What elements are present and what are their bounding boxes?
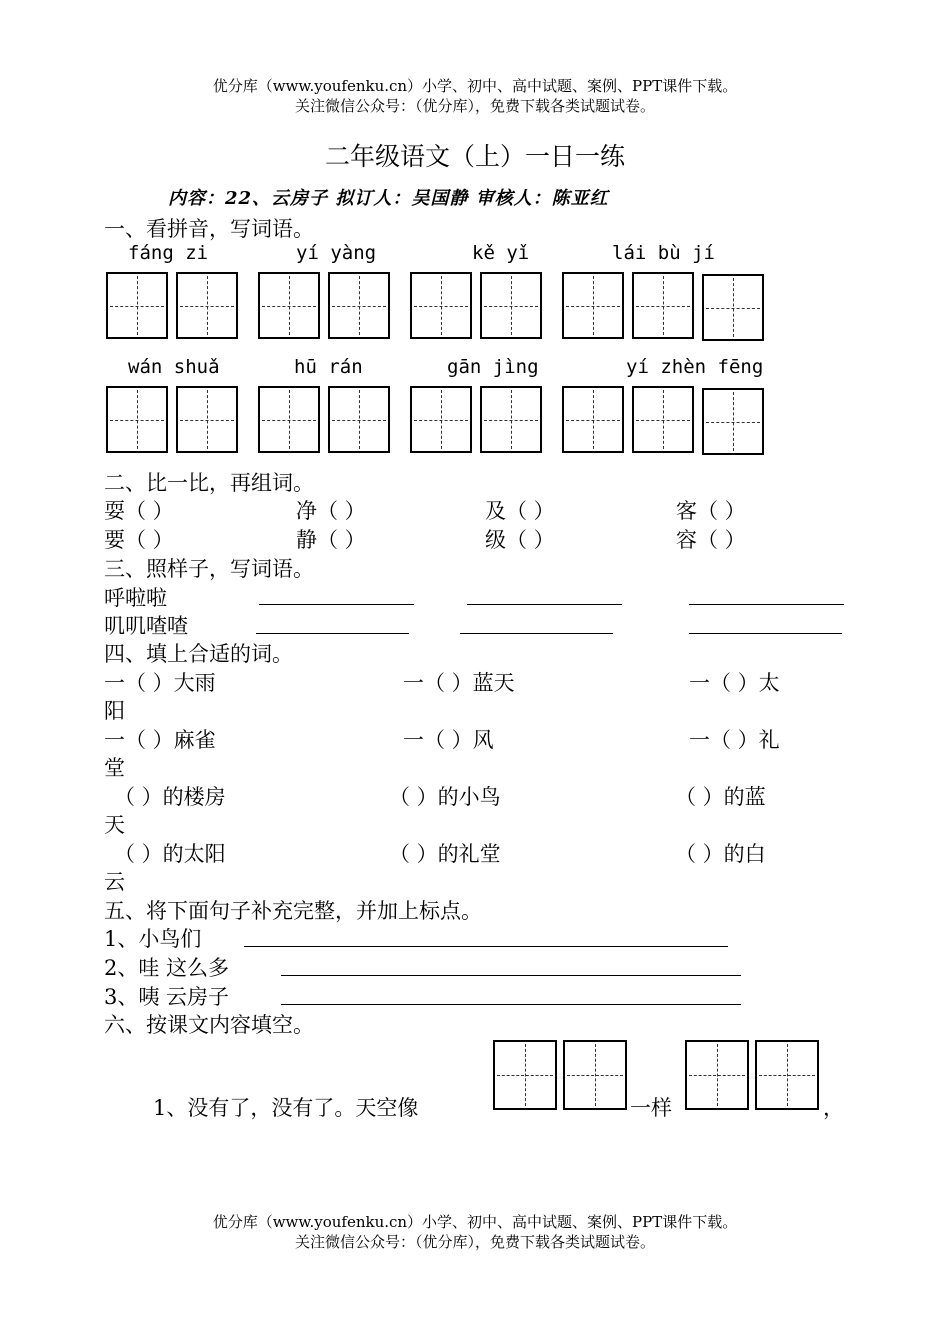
compare-item: 客（ ） — [676, 499, 746, 523]
compare-item: 及（ ） — [485, 499, 555, 523]
answer-line[interactable] — [467, 604, 622, 605]
fill-item: 一（ ）麻雀 — [104, 728, 216, 752]
fill-item: 一（ ）礼 — [689, 728, 780, 752]
fill-wrap: 堂 — [104, 756, 125, 780]
fill-item: （ ）的白 — [675, 842, 766, 866]
writing-box[interactable] — [258, 272, 320, 339]
pinyin-hu-ran: hū rán — [294, 356, 363, 378]
footer-line-2: 关注微信公众号：（优分库），免费下载各类试题试卷。 — [294, 1233, 655, 1251]
fill-sentence-end: ， — [823, 1096, 844, 1120]
answer-line[interactable] — [244, 946, 728, 947]
fill-wrap: 云 — [104, 870, 125, 894]
fill-sentence-start: 1、没有了，没有了。天空像 — [153, 1096, 419, 1120]
fill-item: 一（ ）蓝天 — [403, 671, 515, 695]
pinyin-yi-zhen-feng: yí zhèn fēng — [626, 356, 764, 378]
writing-box[interactable] — [176, 272, 238, 339]
writing-box[interactable] — [755, 1040, 819, 1110]
answer-line[interactable] — [689, 604, 844, 605]
answer-line[interactable] — [689, 633, 842, 634]
compare-item: 耍（ ） — [104, 499, 174, 523]
writing-box[interactable] — [702, 274, 764, 341]
fill-item: （ ）的小鸟 — [389, 785, 501, 809]
compare-item: 容（ ） — [676, 528, 746, 552]
pinyin-gan-jing: gān jìng — [447, 356, 539, 378]
writing-box[interactable] — [410, 272, 472, 339]
meta-info: 内容：22、云房子 拟订人：吴国静 审核人：陈亚红 — [168, 188, 609, 209]
compare-item: 级（ ） — [485, 528, 555, 552]
answer-line[interactable] — [256, 633, 409, 634]
pinyin-lai-bu-ji: lái bù jí — [612, 242, 715, 264]
writing-box[interactable] — [685, 1040, 749, 1110]
pinyin-wan-shua: wán shuǎ — [128, 356, 220, 378]
answer-line[interactable] — [460, 633, 613, 634]
writing-box[interactable] — [480, 386, 542, 453]
writing-box[interactable] — [632, 386, 694, 453]
pinyin-yi-yang: yí yàng — [296, 242, 377, 264]
example-word: 呼啦啦 — [104, 586, 167, 610]
writing-box[interactable] — [106, 386, 168, 453]
section-3-heading: 三、照样子，写词语。 — [104, 557, 314, 581]
writing-box[interactable] — [563, 1040, 627, 1110]
fill-item: 一（ ）太 — [689, 671, 780, 695]
writing-box[interactable] — [702, 388, 764, 455]
writing-box[interactable] — [562, 386, 624, 453]
writing-box[interactable] — [632, 272, 694, 339]
header-line-2: 关注微信公众号：（优分库），免费下载各类试题试卷。 — [294, 97, 655, 115]
section-5-heading: 五、将下面句子补充完整，并加上标点。 — [104, 899, 482, 923]
fill-item: （ ）的楼房 — [114, 785, 226, 809]
section-1-heading: 一、看拼音，写词语。 — [104, 217, 314, 241]
writing-box[interactable] — [480, 272, 542, 339]
answer-line[interactable] — [281, 975, 741, 976]
fill-item: （ ）的太阳 — [114, 842, 226, 866]
sentence-start: 2、哇 这么多 — [104, 956, 230, 980]
writing-box[interactable] — [328, 272, 390, 339]
fill-item: 一（ ）风 — [403, 728, 494, 752]
writing-box[interactable] — [562, 272, 624, 339]
writing-box[interactable] — [176, 386, 238, 453]
section-4-heading: 四、填上合适的词。 — [104, 642, 293, 666]
sentence-start: 1、小鸟们 — [104, 927, 202, 951]
writing-box[interactable] — [410, 386, 472, 453]
writing-box[interactable] — [493, 1040, 557, 1110]
fill-wrap: 阳 — [104, 699, 125, 723]
section-6-heading: 六、按课文内容填空。 — [104, 1013, 314, 1037]
compare-item: 静（ ） — [296, 528, 366, 552]
fill-sentence-middle: 一样 — [630, 1096, 672, 1120]
footer-line-1: 优分库（www.youfenku.cn）小学、初中、高中试题、案例、PPT课件下载。 — [212, 1213, 738, 1231]
fill-item: 一（ ）大雨 — [104, 671, 216, 695]
writing-box[interactable] — [328, 386, 390, 453]
compare-item: 要（ ） — [104, 528, 174, 552]
header-line-1: 优分库（www.youfenku.cn）小学、初中、高中试题、案例、PPT课件下载。 — [212, 77, 738, 95]
section-2-heading: 二、比一比，再组词。 — [104, 471, 314, 495]
fill-item: （ ）的蓝 — [675, 785, 766, 809]
writing-box[interactable] — [258, 386, 320, 453]
page-title: 二年级语文（上）一日一练 — [324, 142, 625, 171]
example-word: 叽叽喳喳 — [104, 614, 188, 638]
writing-box[interactable] — [106, 272, 168, 339]
answer-line[interactable] — [259, 604, 414, 605]
answer-line[interactable] — [281, 1004, 741, 1005]
pinyin-ke-yi: kě yǐ — [472, 242, 530, 264]
compare-item: 净（ ） — [296, 499, 366, 523]
pinyin-fang-zi: fáng zi — [128, 242, 209, 264]
sentence-start: 3、咦 云房子 — [104, 985, 230, 1009]
fill-item: （ ）的礼堂 — [389, 842, 501, 866]
fill-wrap: 天 — [104, 813, 125, 837]
